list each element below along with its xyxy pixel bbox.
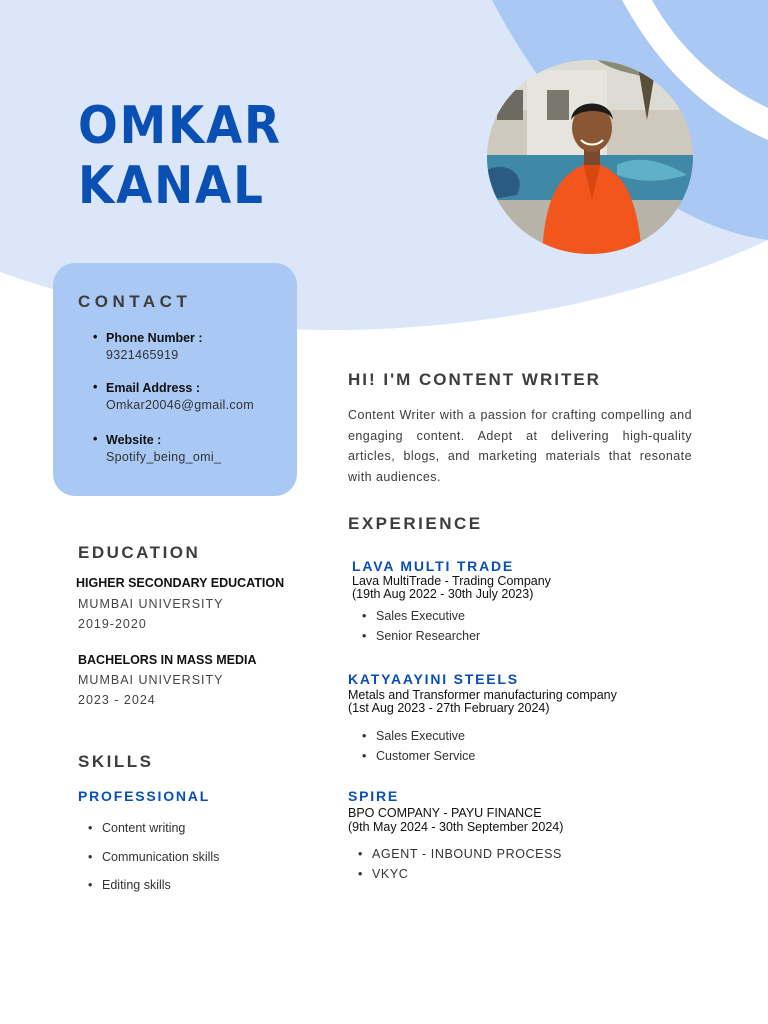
- website-value[interactable]: Spotify_being_omi_: [106, 450, 222, 464]
- experience-heading: EXPERIENCE: [348, 514, 483, 533]
- education-degree: BACHELORS IN MASS MEDIA: [78, 653, 257, 667]
- job-roles: [362, 606, 480, 646]
- skills-list: [88, 814, 219, 900]
- profile-photo: [487, 60, 693, 254]
- phone-value[interactable]: 9321465919: [106, 348, 179, 362]
- phone-label: Phone Number :: [106, 331, 203, 345]
- job-company: LAVA MULTI TRADE: [352, 558, 515, 574]
- list-item: • Communication skills: [88, 843, 219, 872]
- page-title: [78, 96, 282, 216]
- education-degree: HIGHER SECONDARY EDUCATION: [76, 576, 285, 590]
- job-dates: (9th May 2024 - 30th September 2024): [348, 820, 564, 834]
- about-heading: HI! I'M CONTENT WRITER: [348, 370, 601, 389]
- job-dates: (1st Aug 2023 - 27th February 2024): [348, 701, 550, 715]
- list-item: • Editing skills: [88, 871, 219, 900]
- first-name: OMKAR: [78, 96, 282, 156]
- education-years: 2019-2020: [78, 617, 147, 631]
- skills-subheading: PROFESSIONAL: [78, 788, 211, 804]
- list-item: • Customer Service: [362, 746, 475, 766]
- job-dates: (19th Aug 2022 - 30th July 2023): [352, 587, 534, 601]
- job-roles: [358, 844, 562, 884]
- job-description: Metals and Transformer manufacturing company: [348, 688, 617, 702]
- about-text: Content Writer with a passion for crafting compelling and engaging content. Adept at delivering high-quality articles, blogs, and marketing materials that resonate with audiences.: [348, 408, 692, 484]
- contact-website: [93, 432, 222, 466]
- education-heading: EDUCATION: [78, 543, 201, 562]
- contact-phone: [93, 330, 203, 364]
- email-label: Email Address :: [106, 381, 201, 395]
- list-item: • VKYC: [358, 864, 562, 884]
- website-label: Website :: [106, 433, 162, 447]
- job-company: SPIRE: [348, 788, 400, 804]
- education-school: MUMBAI UNIVERSITY: [78, 597, 224, 611]
- list-item: • Sales Executive: [362, 606, 480, 626]
- education-years: 2023 - 2024: [78, 693, 156, 707]
- bullet-icon: •: [93, 330, 98, 344]
- job-description: Lava MultiTrade - Trading Company: [352, 574, 551, 588]
- skills-heading: SKILLS: [78, 752, 154, 771]
- bullet-icon: •: [93, 432, 98, 446]
- job-company: KATYAAYINI STEELS: [348, 671, 519, 687]
- bullet-icon: •: [93, 380, 98, 394]
- job-roles: [362, 726, 475, 766]
- list-item: • Sales Executive: [362, 726, 475, 746]
- education-school: MUMBAI UNIVERSITY: [78, 673, 224, 687]
- list-item: • Senior Researcher: [362, 626, 480, 646]
- contact-email: [93, 380, 254, 414]
- list-item: • AGENT - INBOUND PROCESS: [358, 844, 562, 864]
- contact-heading: CONTACT: [78, 292, 192, 311]
- list-item: • Content writing: [88, 814, 219, 843]
- job-description: BPO COMPANY - PAYU FINANCE: [348, 806, 542, 820]
- email-value[interactable]: Omkar20046@gmail.com: [106, 398, 254, 412]
- last-name: KANAL: [78, 156, 265, 216]
